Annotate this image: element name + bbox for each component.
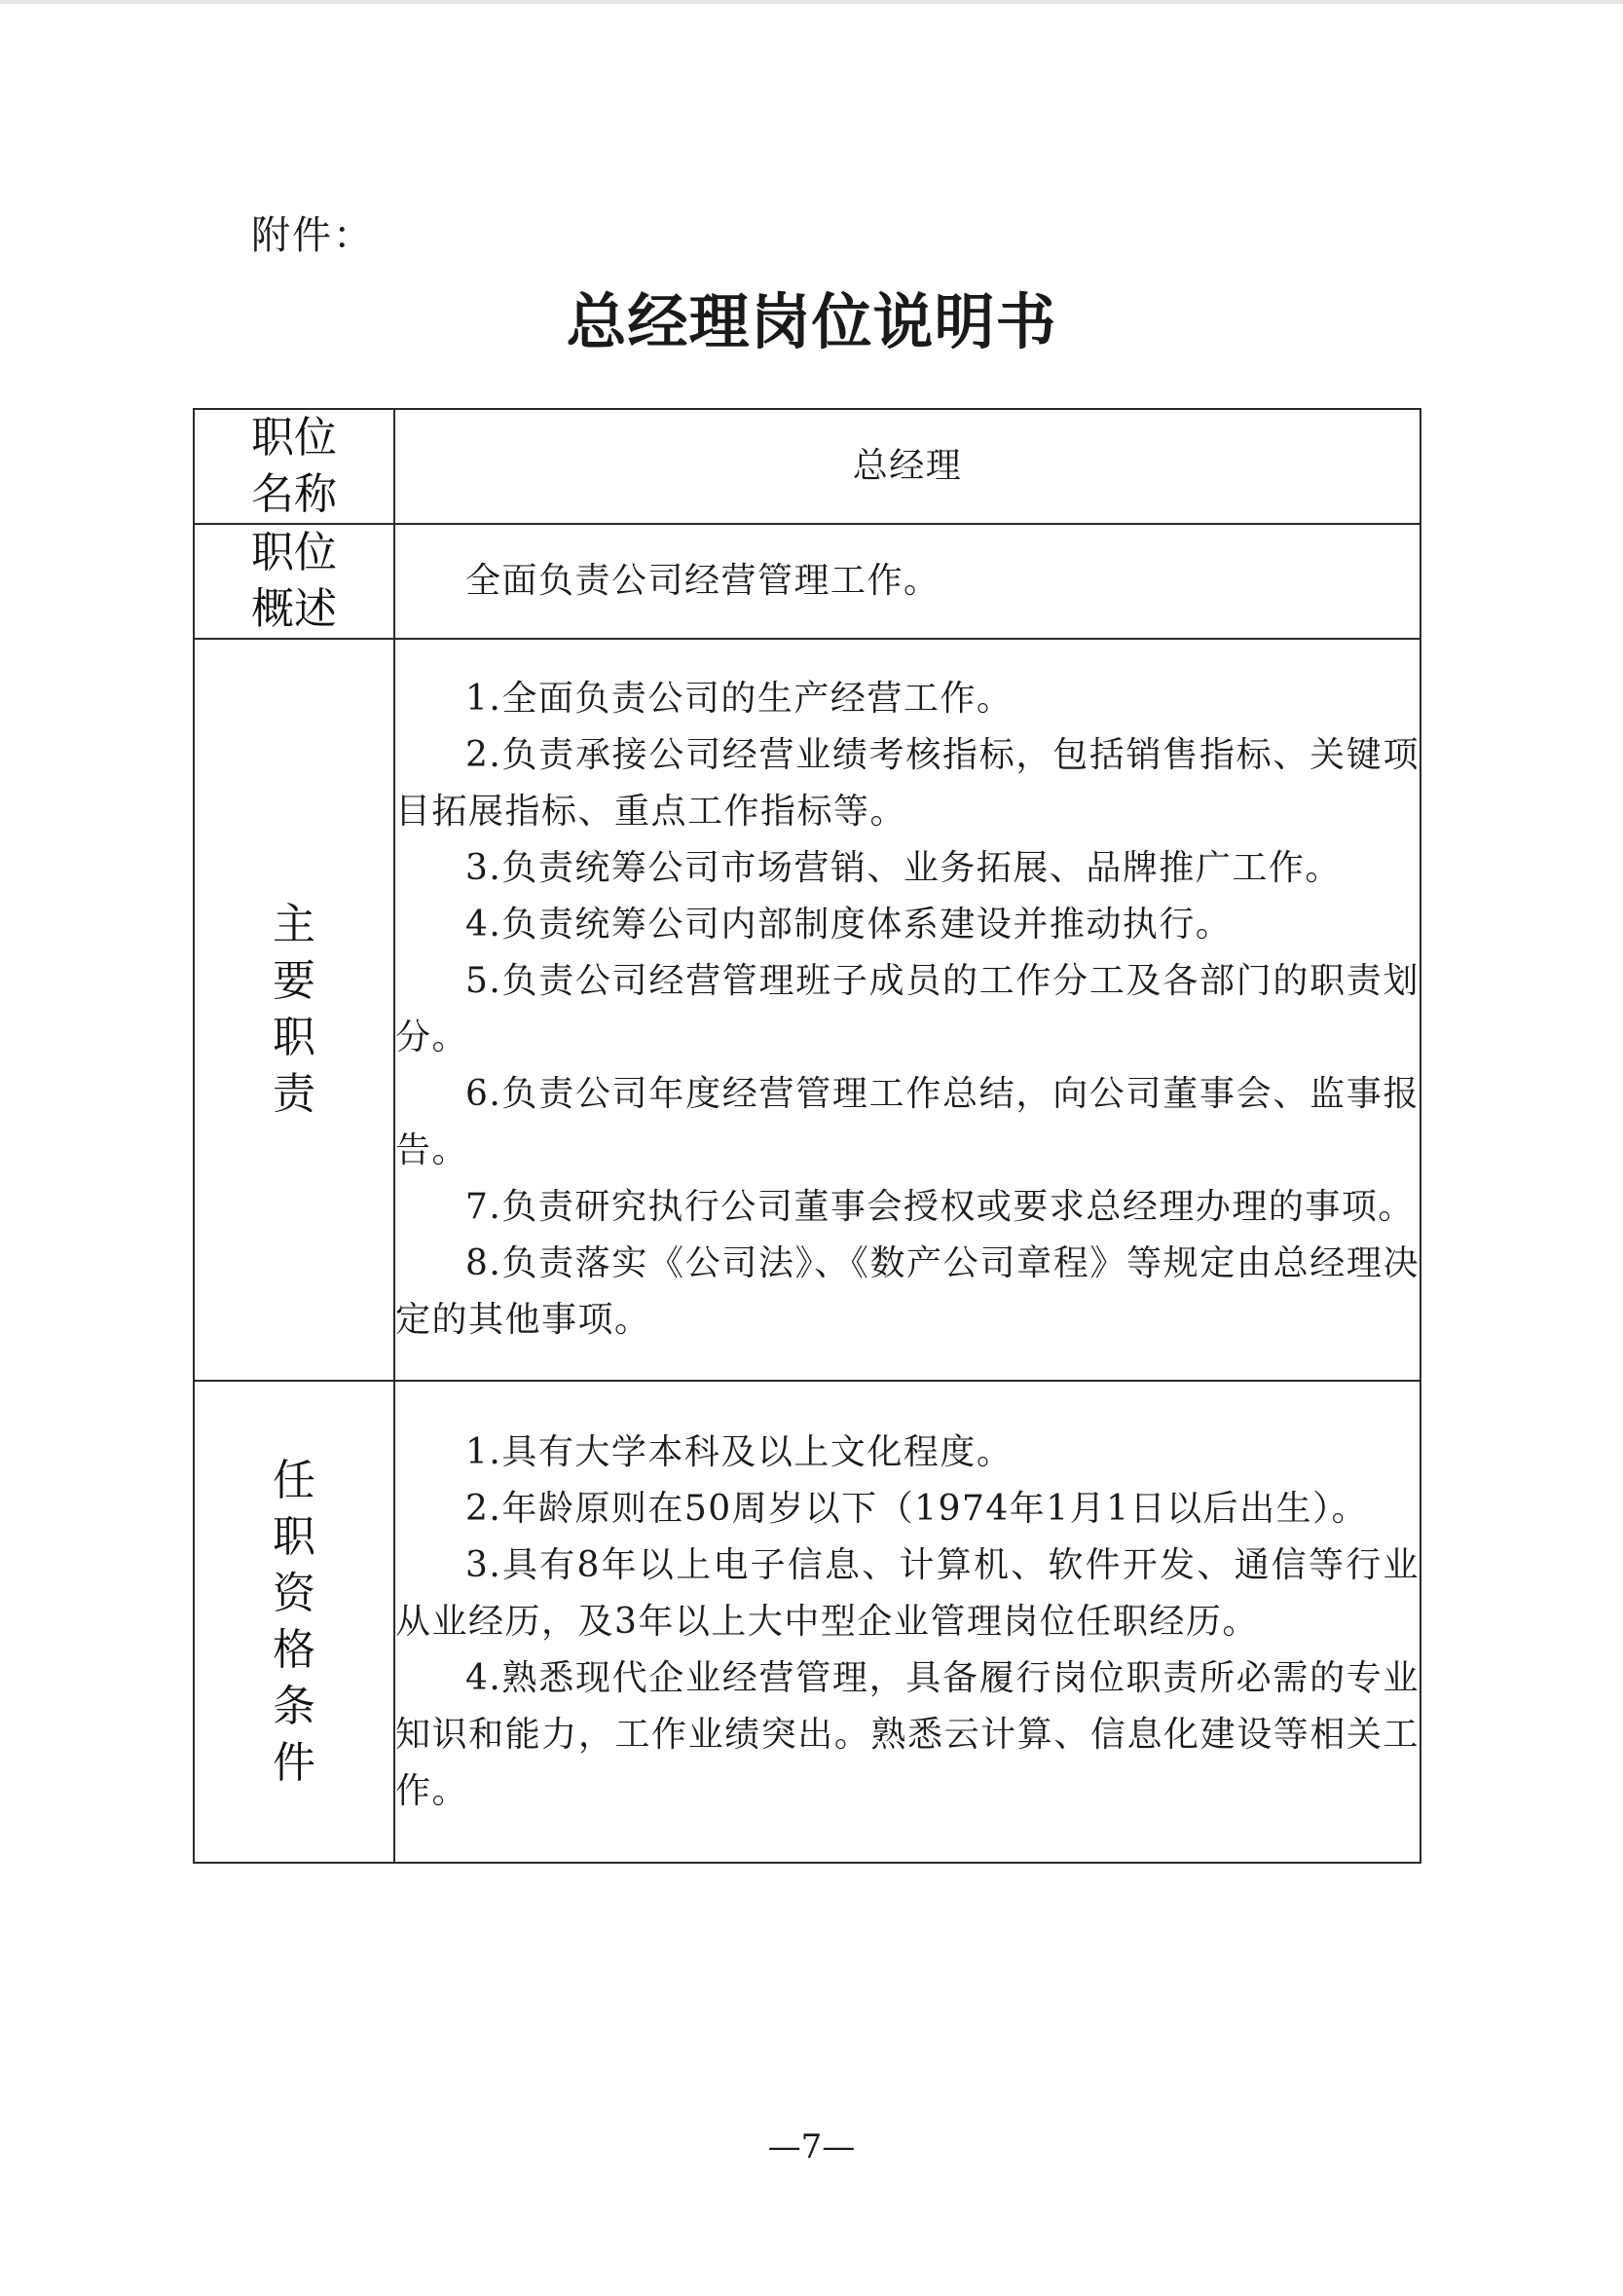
duty-item: 2.负责承接公司经营业绩考核指标，包括销售指标、关键项目拓展指标、重点工作指标等。 xyxy=(395,735,1420,832)
qualifications-list xyxy=(394,1381,1420,1863)
position-summary-label-cell xyxy=(194,524,394,639)
position-name-value: 总经理 xyxy=(852,446,963,486)
main-duties-label: 主要职责 xyxy=(273,900,315,1119)
document-title: 总经理岗位说明书 xyxy=(566,286,1057,357)
scan-edge xyxy=(0,0,1623,4)
row-position-summary xyxy=(194,524,1420,639)
job-description-table xyxy=(193,408,1421,1864)
row-qualifications xyxy=(194,1381,1420,1863)
qualifications-label: 任职资格条件 xyxy=(273,1455,315,1788)
duty-item: 7.负责研究执行公司董事会授权或要求总经理办理的事项。 xyxy=(465,1187,1415,1227)
duty-item: 4.负责统筹公司内部制度体系建设并推动执行。 xyxy=(465,905,1233,944)
duty-item: 1.全面负责公司的生产经营工作。 xyxy=(465,679,1014,719)
main-duties-label-cell xyxy=(194,639,394,1381)
qualification-item: 3.具有8年以上电子信息、计算机、软件开发、通信等行业从业经历，及3年以上大中型企业管理岗位任职经历。 xyxy=(395,1544,1420,1642)
row-main-duties xyxy=(194,639,1420,1381)
position-name-label-cell xyxy=(194,409,394,524)
position-name-value-cell xyxy=(394,409,1420,524)
qualification-item: 2.年龄原则在50周岁以下（1974年1月1日以后出生）。 xyxy=(465,1488,1369,1529)
duty-item: 8.负责落实《公司法》、《数产公司章程》等规定由总经理决定的其他事项。 xyxy=(395,1243,1420,1340)
qualification-item: 4.熟悉现代企业经营管理，具备履行岗位职责所必需的专业知识和能力，工作业绩突出。熟悉云计算、信息化建设等相关工作。 xyxy=(395,1657,1420,1811)
page-number: —7— xyxy=(767,2128,856,2166)
attachment-label: 附件： xyxy=(251,213,374,258)
duty-item: 3.负责统筹公司市场营销、业务拓展、品牌推广工作。 xyxy=(465,848,1342,888)
position-name-label: 职位名称 xyxy=(251,413,337,519)
row-position-name xyxy=(194,409,1420,524)
position-summary-value-cell xyxy=(394,524,1420,639)
position-summary-value: 全面负责公司经营管理工作。 xyxy=(465,561,941,601)
position-summary-label: 职位概述 xyxy=(251,528,337,634)
duty-item: 6.负责公司年度经营管理工作总结，向公司董事会、监事报告。 xyxy=(395,1074,1420,1170)
duty-item: 5.负责公司经营管理班子成员的工作分工及各部门的职责划分。 xyxy=(395,961,1420,1057)
qualification-item: 1.具有大学本科及以上文化程度。 xyxy=(465,1431,1014,1472)
qualifications-label-cell xyxy=(194,1381,394,1863)
main-duties-list xyxy=(394,639,1420,1381)
